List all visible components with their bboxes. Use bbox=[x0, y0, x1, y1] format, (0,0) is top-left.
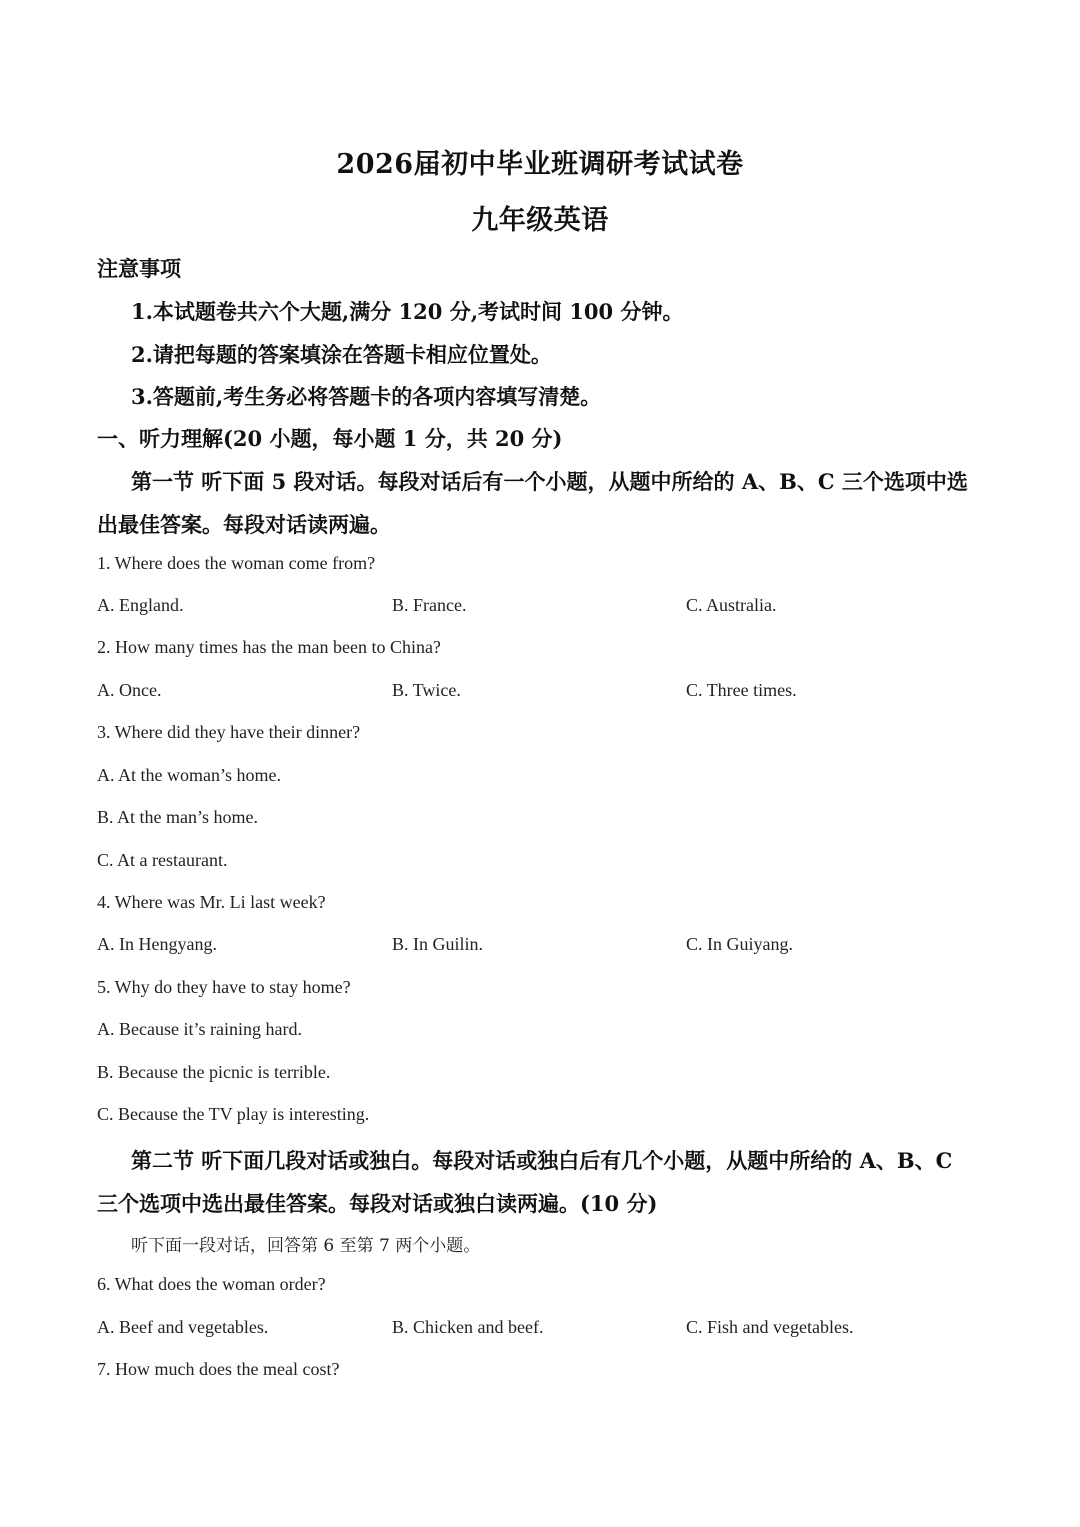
option-a: A. Because it’s raining hard. bbox=[97, 1019, 302, 1039]
question-stem: 7. How much does the meal cost? bbox=[97, 1359, 340, 1379]
option-b: B. In Guilin. bbox=[392, 934, 484, 954]
option-b: B. Twice. bbox=[392, 680, 461, 700]
section1-instruction: 出最佳答案。每段对话读两遍。 bbox=[97, 512, 391, 537]
question-stem: 5. Why do they have to stay home? bbox=[97, 977, 351, 997]
notice-item: 3.答题前,考生务必将答题卡的各项内容填写清楚。 bbox=[131, 384, 602, 409]
exam-title: 2026届初中毕业班调研考试试卷 bbox=[336, 149, 744, 180]
option-a: A. In Hengyang. bbox=[97, 934, 217, 954]
option-b: B. France. bbox=[392, 595, 467, 615]
notice-item: 2.请把每题的答案填涂在答题卡相应位置处。 bbox=[131, 342, 552, 367]
option-b: B. Because the picnic is terrible. bbox=[97, 1062, 331, 1082]
option-b: B. At the man’s home. bbox=[97, 807, 258, 827]
section2-instruction: 三个选项中选出最佳答案。每段对话或独白读两遍。(10 分) bbox=[97, 1191, 658, 1216]
exam-subtitle: 九年级英语 bbox=[471, 205, 609, 236]
section2-note: 听下面一段对话，回答第 6 至第 7 两个小题。 bbox=[131, 1236, 481, 1256]
option-c: C. Australia. bbox=[686, 595, 777, 615]
option-b: B. Chicken and beef. bbox=[392, 1317, 544, 1337]
question-stem: 1. Where does the woman come from? bbox=[97, 553, 376, 573]
option-a: A. At the woman’s home. bbox=[97, 765, 281, 785]
notice-heading: 注意事项 bbox=[97, 256, 181, 281]
section1-instruction: 第一节 听下面 5 段对话。每段对话后有一个小题，从题中所给的 A、B、C 三个选项中选 bbox=[131, 469, 968, 494]
option-a: A. Once. bbox=[97, 680, 162, 700]
option-c: C. Because the TV play is interesting. bbox=[97, 1104, 370, 1124]
option-c: C. Fish and vegetables. bbox=[686, 1317, 854, 1337]
option-c: C. Three times. bbox=[686, 680, 797, 700]
option-a: A. England. bbox=[97, 595, 184, 615]
part1-heading: 一、听力理解(20 小题，每小题 1 分，共 20 分) bbox=[97, 426, 563, 451]
section2-instruction: 第二节 听下面几段对话或独白。每段对话或独白后有几个小题，从题中所给的 A、B、C bbox=[131, 1148, 953, 1173]
option-c: C. In Guiyang. bbox=[686, 934, 793, 954]
option-a: A. Beef and vegetables. bbox=[97, 1317, 269, 1337]
question-stem: 6. What does the woman order? bbox=[97, 1274, 326, 1294]
question-stem: 4. Where was Mr. Li last week? bbox=[97, 892, 326, 912]
notice-item: 1.本试题卷共六个大题,满分 120 分,考试时间 100 分钟。 bbox=[131, 299, 684, 324]
question-stem: 2. How many times has the man been to China? bbox=[97, 637, 441, 657]
option-c: C. At a restaurant. bbox=[97, 850, 228, 870]
question-stem: 3. Where did they have their dinner? bbox=[97, 722, 361, 742]
